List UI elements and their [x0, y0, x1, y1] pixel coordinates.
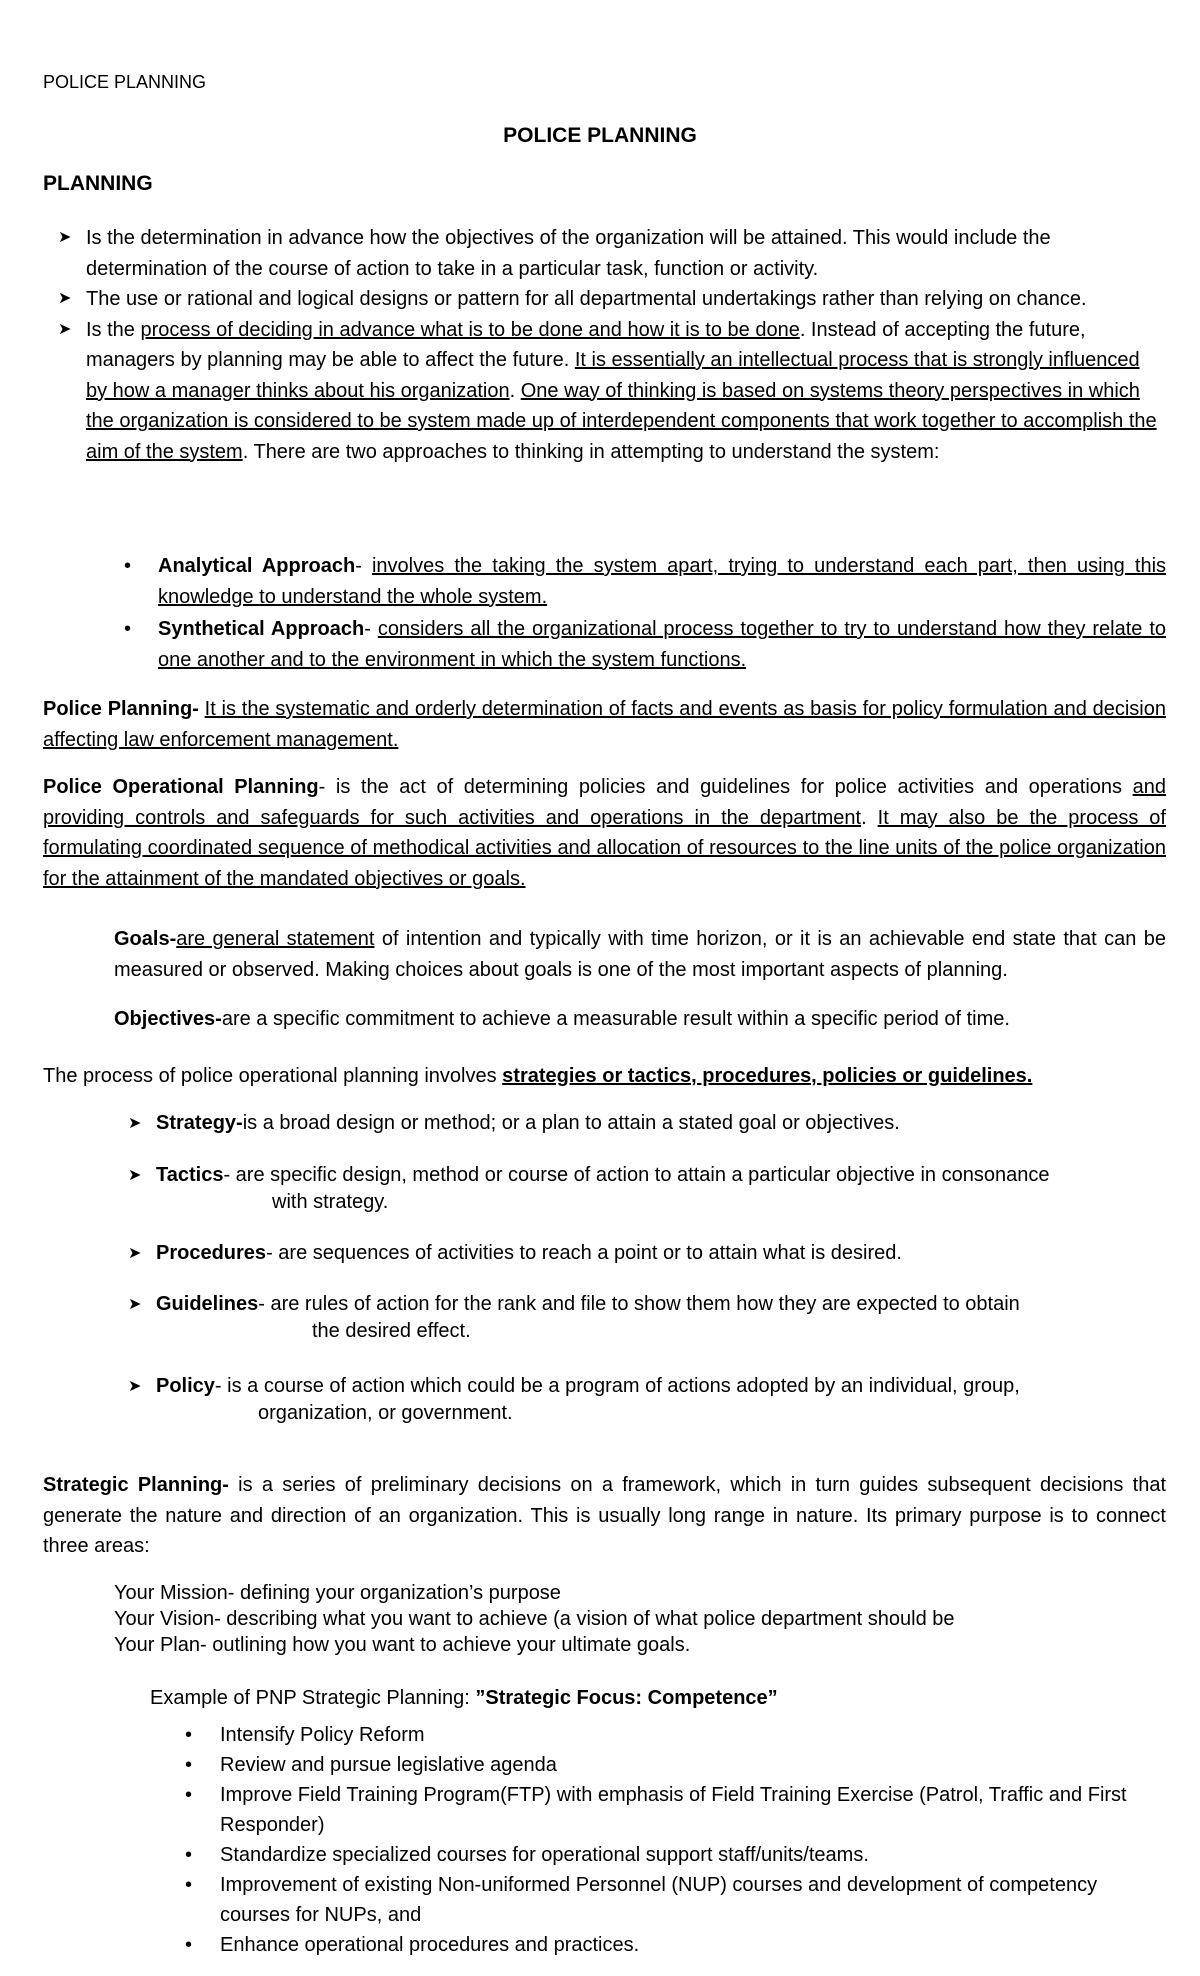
list-item: Your Mission- defining your organization’s purpose	[114, 1582, 561, 1604]
arrow-bullet-icon: ➤	[128, 1167, 142, 1184]
three-areas-list	[114, 1580, 955, 1658]
tool-strategy: ➤ Strategy-is a broad design or method; or a plan to attain a stated goal or objectives.	[156, 1110, 1166, 1137]
bullet-dot-icon: •	[185, 1754, 193, 1776]
list-item: • Intensify Policy Reform	[220, 1720, 1166, 1750]
approaches-list	[124, 551, 1167, 677]
arrow-bullet-icon: ➤	[128, 1378, 142, 1395]
arrow-bullet-icon: ➤	[128, 1245, 142, 1262]
strategic-planning-definition: Strategic Planning- is a series of preliminary decisions on a framework, which in turn guides subsequent decisions that generate the nature and direction of an organization. This is usually long range in nature. Its primary purpose is to connect three areas:	[43, 1474, 1167, 1557]
bullet-dot-icon: •	[185, 1784, 193, 1806]
list-item: ➤ Is the determination in advance how the objectives of the organization will be attained. This would include the determination of the course of action to take in a particular task, function or activity.	[86, 223, 1166, 284]
list-item: • Enhance operational procedures and practices.	[220, 1930, 1166, 1960]
tool-guidelines: ➤ Guidelines- are rules of action for the rank and file to show them how they are expected to obtain the desired effect.	[128, 1293, 1020, 1342]
tool-policy: ➤ Policy- is a course of action which could be a program of actions adopted by an individual, group, organization, or government.	[128, 1375, 1020, 1424]
list-item: • Improve Field Training Program(FTP) with emphasis of Field Training Exercise (Patrol, Traffic and First Responder)	[220, 1780, 1166, 1840]
list-item: • Improvement of existing Non-uniformed Personnel (NUP) courses and development of competency courses for NUPs, and	[220, 1870, 1166, 1930]
list-item: • Standardize specialized courses for operational support staff/units/teams.	[220, 1840, 1166, 1870]
list-item: Your Plan- outlining how you want to achieve your ultimate goals.	[114, 1634, 691, 1656]
bullet-dot-icon: •	[185, 1844, 193, 1866]
police-planning-definition: Police Planning- It is the systematic and orderly determination of facts and events as basis for policy formulation and decision affecting law enforcement management.	[43, 698, 1166, 751]
document-title: POLICE PLANNING	[503, 124, 697, 147]
planning-points	[58, 223, 1166, 467]
objectives-definition: Objectives-are a specific commitment to achieve a measurable result within a specific period of time.	[114, 1008, 1010, 1030]
process-intro: The process of police operational planning involves strategies or tactics, procedures, policies or guidelines.	[43, 1065, 1033, 1087]
bullet-dot-icon: •	[185, 1934, 193, 1956]
planning-heading: PLANNING	[43, 172, 153, 195]
bullet-dot-icon: •	[124, 555, 132, 577]
operational-planning-definition: Police Operational Planning- is the act of determining policies and guidelines for police activities and operations and providing controls and safeguards for such activities and operations in the department. It may also be the process of formulating coordinated sequence of methodical activities and allocation of resources to the line units of the police organization for the attainment of the mandated objectives or goals.	[43, 776, 1166, 890]
tool-procedures: ➤ Procedures- are sequences of activities to reach a point or to attain what is desired.	[156, 1240, 1166, 1267]
arrow-bullet-icon: ➤	[58, 320, 72, 338]
list-item: • Synthetical Approach- considers all the organizational process together to try to understand how they relate to one another and to the environment in which the system functions.	[158, 614, 1166, 675]
example-items-list	[185, 1720, 1166, 1960]
list-item: • Review and pursue legislative agenda	[220, 1750, 1166, 1780]
arrow-bullet-icon: ➤	[58, 229, 72, 246]
page-header: POLICE PLANNING	[43, 72, 207, 92]
tool-tactics: ➤ Tactics- are specific design, method or course of action to attain a particular objective in consonance with strategy.	[128, 1164, 1050, 1213]
list-item: Your Vision- describing what you want to achieve (a vision of what police department should be	[114, 1608, 955, 1630]
goals-definition: Goals-are general statement of intention and typically with time horizon, or it is an achievable end state that can be measured or observed. Making choices about goals is one of the most important aspects of planning.	[114, 928, 1166, 981]
example-intro: Example of PNP Strategic Planning: ”Strategic Focus: Competence”	[150, 1687, 778, 1709]
list-item: • Analytical Approach- involves the taking the system apart, trying to understand each part, then using this knowledge to understand the whole system.	[158, 551, 1166, 612]
list-item: ➤ The use or rational and logical designs or pattern for all departmental undertakings rather than relying on chance.	[86, 284, 1166, 315]
bullet-dot-icon: •	[185, 1724, 193, 1746]
bullet-dot-icon: •	[185, 1874, 193, 1896]
arrow-bullet-icon: ➤	[128, 1115, 142, 1132]
arrow-bullet-icon: ➤	[128, 1296, 142, 1313]
arrow-bullet-icon: ➤	[58, 290, 72, 307]
list-item: ➤ Is the process of deciding in advance what is to be done and how it is to be done. Instead of accepting the future, managers by planning may be able to affect the future. It is essentially an intellectual process that is strongly influenced by how a manager thinks about his organization. One way of thinking is based on systems theory perspectives in which the organization is considered to be system made up of interdependent components that work together to accomplish the aim of the system. There are two approaches to thinking in attempting to understand the system:	[86, 315, 1166, 468]
bullet-dot-icon: •	[124, 618, 132, 640]
